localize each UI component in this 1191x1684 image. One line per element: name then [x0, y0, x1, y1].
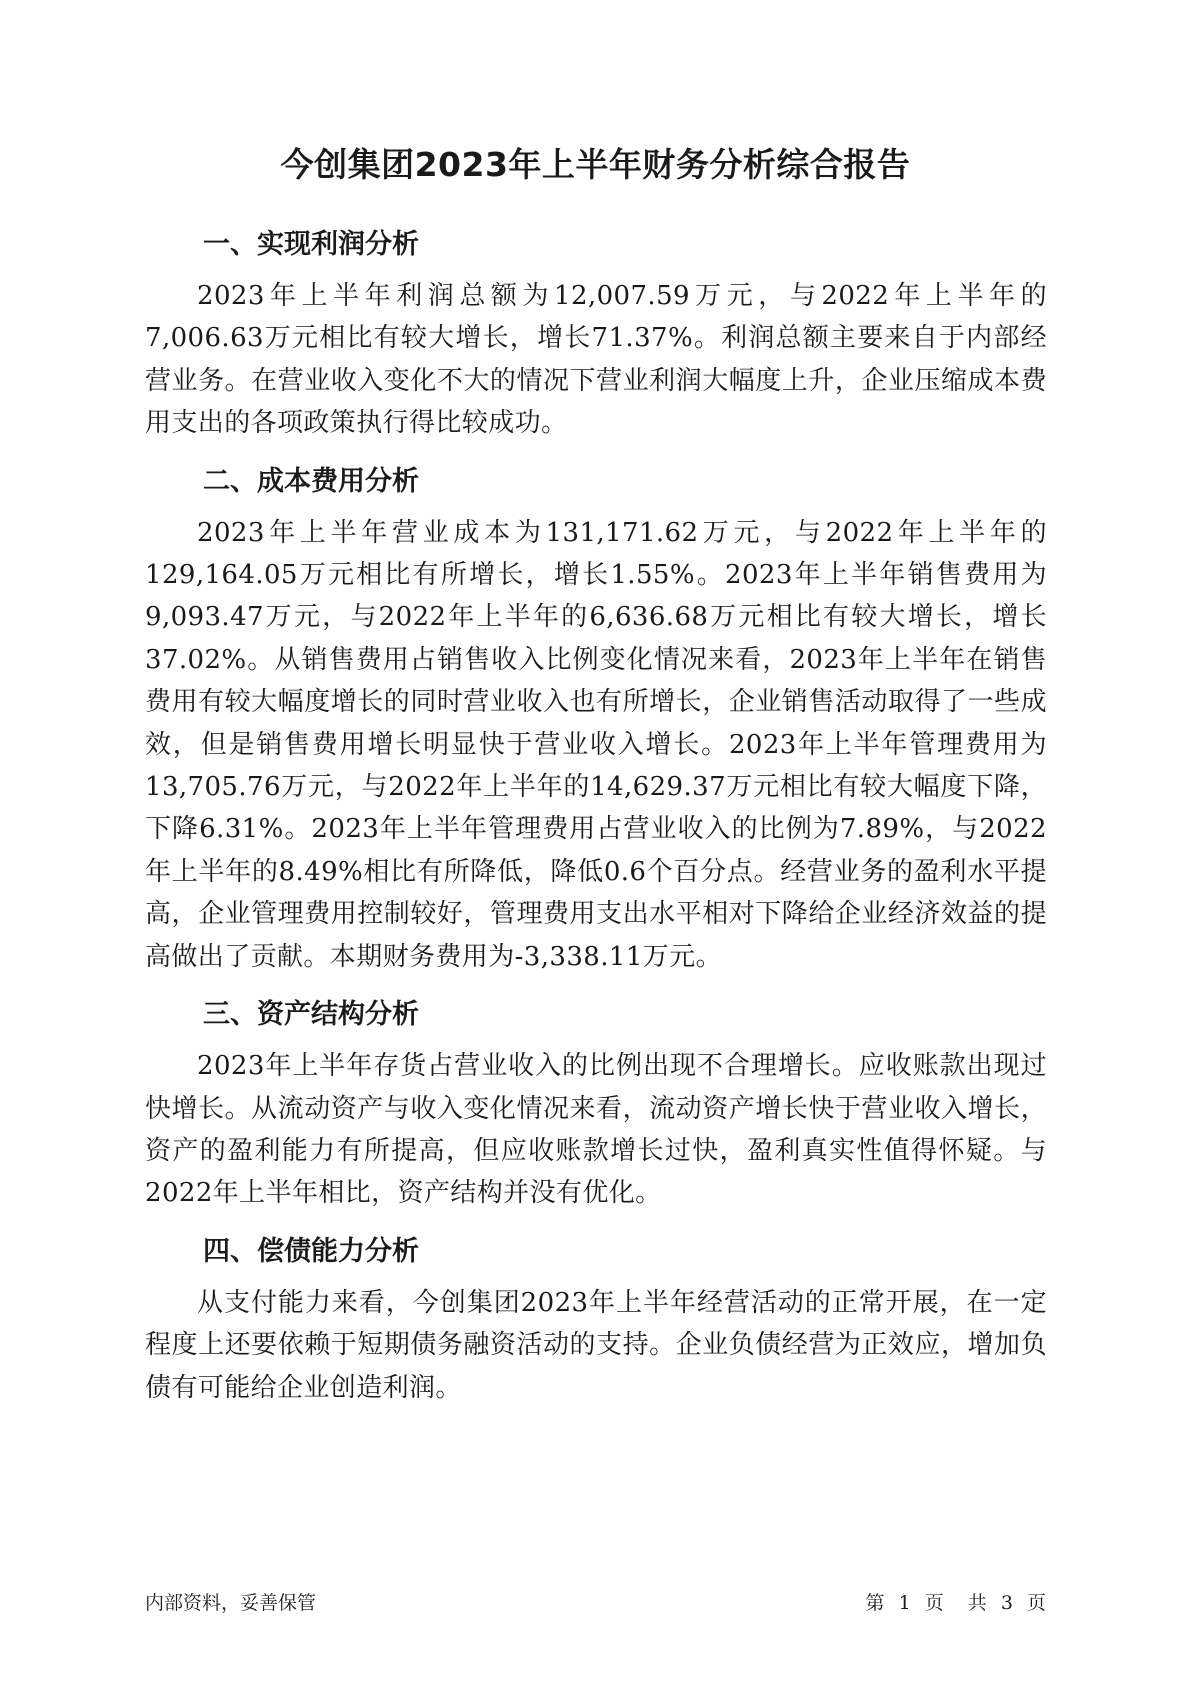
- total-pages-prefix: 共: [967, 1592, 987, 1614]
- section-asset-structure: [145, 995, 1047, 1215]
- section-heading: 四、偿债能力分析: [203, 1235, 419, 1267]
- page-number: 1: [898, 1592, 911, 1614]
- report-body: [145, 225, 1047, 1426]
- footer-page-indicator: [866, 1590, 1046, 1616]
- total-pages-suffix: 页: [1026, 1592, 1046, 1614]
- page-title: 今创集团2023年上半年财务分析综合报告: [280, 145, 911, 184]
- section-paragraph: 2023年上半年利润总额为12,007.59万元，与2022年上半年的7,006.63万元相比有较大增长，增长71.37%。利润总额主要来自于内部经营业务。在营业收入变化不大的情况下营业利润大幅度上升，企业压缩成本费用支出的各项政策执行得比较成功。: [145, 281, 1047, 439]
- section-heading: 三、资产结构分析: [203, 999, 419, 1031]
- page-label-suffix: 页: [924, 1592, 944, 1614]
- section-paragraph: 2023年上半年存货占营业收入的比例出现不合理增长。应收账款出现过快增长。从流动资产与收入变化情况来看，流动资产增长快于营业收入增长，资产的盈利能力有所提高，但应收账款增长过快，盈利真实性值得怀疑。与2022年上半年相比，资产结构并没有优化。: [145, 1051, 1047, 1209]
- footer-confidential-note: 内部资料，妥善保管: [145, 1592, 317, 1614]
- section-paragraph: 2023年上半年营业成本为131,171.62万元，与2022年上半年的129,164.05万元相比有所增长，增长1.55%。2023年上半年销售费用为9,093.47万元，与2022年上半年的6,636.68万元相比有较大增长，增长37.02%。从销售费用占销售收入比例变化情况来看，2023年上半年在销售费用有较大幅度增长的同时营业收入也有所增长，企业销售活动取得了一些成效，但是销售费用增长明显快于营业收入增长。2023年上半年管理费用为13,705.76万元，与2022年上半年的14,629.37万元相比有较大幅度下降，下降6.31%。2023年上半年管理费用占营业收入的比例为7.89%，与2022年上半年的8.49%相比有所降低，降低0.6个百分点。经营业务的盈利水平提高，企业管理费用控制较好，管理费用支出水平相对下降给企业经济效益的提高做出了贡献。本期财务费用为-3,338.11万元。: [145, 517, 1047, 972]
- page-label-prefix: 第: [865, 1592, 885, 1614]
- section-profit-analysis: [145, 225, 1047, 445]
- section-heading: 一、实现利润分析: [203, 229, 419, 260]
- section-paragraph: 从支付能力来看，今创集团2023年上半年经营活动的正常开展，在一定程度上还要依赖于短期债务融资活动的支持。企业负债经营为正效应，增加负债有可能给企业创造利润。: [145, 1287, 1047, 1403]
- total-pages: 3: [1000, 1592, 1013, 1614]
- section-heading: 二、成本费用分析: [203, 465, 419, 497]
- section-cost-analysis: [145, 462, 1047, 978]
- section-solvency-analysis: [145, 1232, 1047, 1409]
